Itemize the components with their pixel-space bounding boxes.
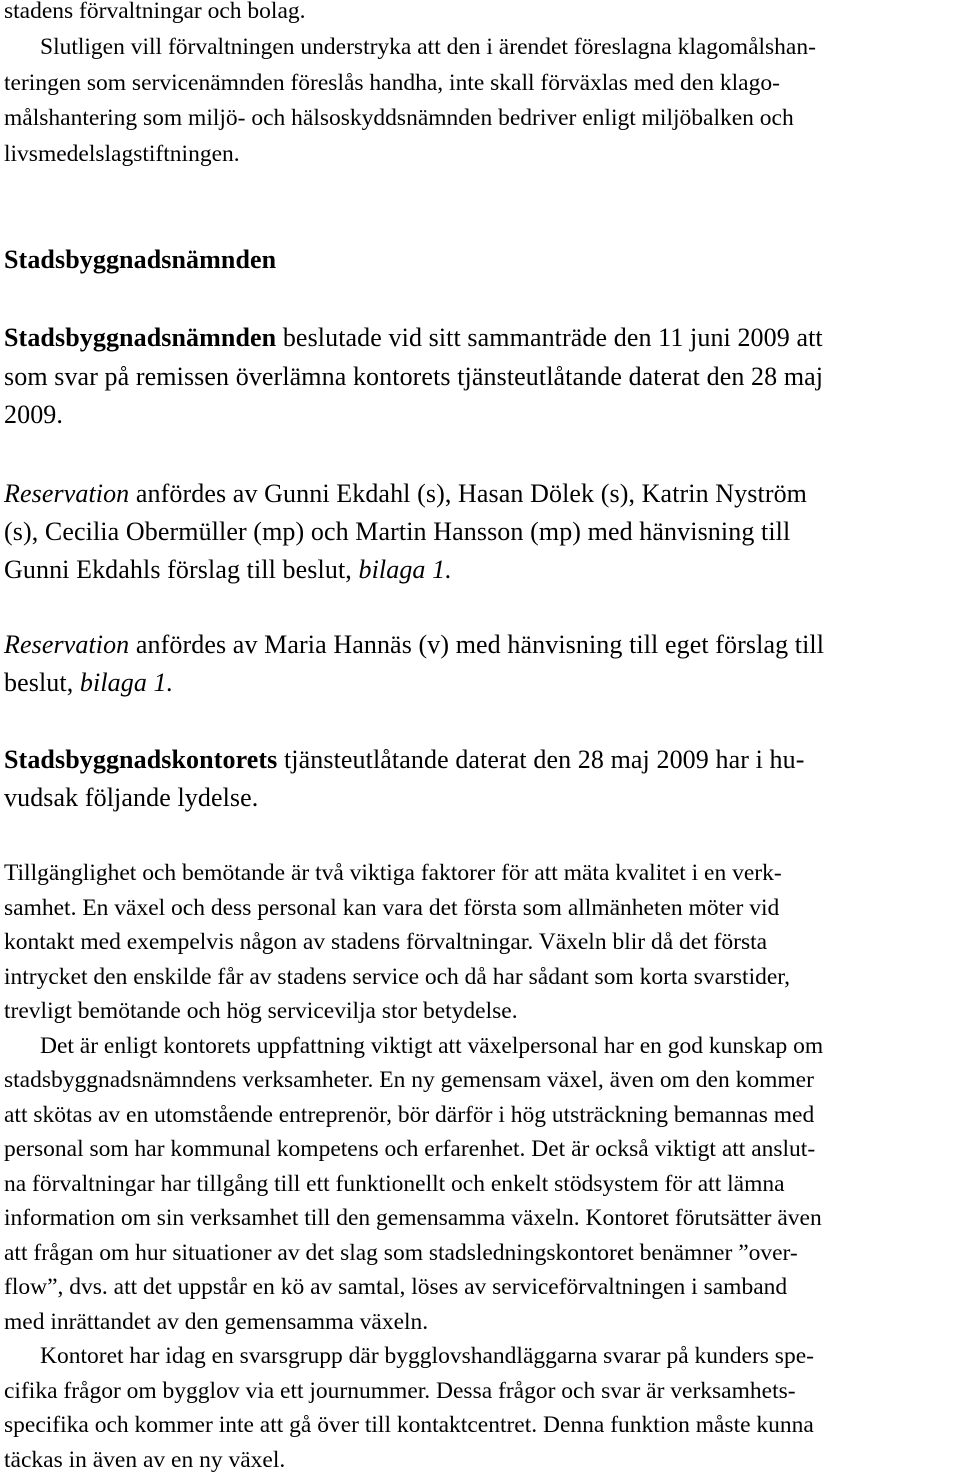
quoted-line-14: med inrättandet av den gemensamma växeln. (4, 1309, 429, 1335)
intro-line-5: livsmedelslagstiftningen. (4, 141, 240, 167)
office-statement-line-1-text: tjänsteutlåtande daterat den 28 maj 2009 har i hu- (277, 745, 805, 774)
quoted-line-16: cifika frågor om bygglov via ett journummer. Dessa frågor och svar är verksamhets- (4, 1378, 796, 1404)
reservation-1-line-1-text: anfördes av Gunni Ekdahl (s), Hasan Dölek (s), Katrin Nyström (129, 479, 808, 508)
quoted-line-13: flow”, dvs. att det uppstår en kö av samtal, löses av serviceförvaltningen i samband (4, 1274, 788, 1300)
section-heading: Stadsbyggnadsnämnden (4, 245, 277, 274)
quoted-line-8: att skötas av en utomstående entreprenör, bör därför i hög utsträckning bemannas med (4, 1102, 815, 1128)
decision-line-3: 2009. (4, 400, 63, 429)
office-statement-line-2: vudsak följande lydelse. (4, 783, 259, 812)
quoted-line-4: intrycket den enskilde får av stadens service och då har sådant som korta svarstider, (4, 964, 791, 990)
reservation-2-line-1 (4, 627, 824, 663)
reservation-1-line-3 (4, 552, 452, 588)
reservation-1-line-3-text: Gunni Ekdahls förslag till beslut, (4, 555, 359, 584)
intro-line-3: teringen som servicenämnden föreslås handha, inte skall förväxlas med den klago- (4, 70, 780, 96)
decision-line-2: som svar på remissen överlämna kontorets tjänsteutlåtande daterat den 28 maj (4, 362, 824, 391)
reservation-1-line-2: (s), Cecilia Obermüller (mp) och Martin Hansson (mp) med hänvisning till (4, 517, 791, 546)
intro-line-2: Slutligen vill förvaltningen understryka att den i ärendet föreslagna klagomålshan- (40, 34, 816, 60)
quoted-line-18: täckas in även av en ny växel. (4, 1447, 286, 1473)
decision-bold-lead: Stadsbyggnadsnämnden (4, 323, 277, 352)
reservation-2-line-2-text: beslut, (4, 668, 80, 697)
quoted-line-12: att frågan om hur situationer av det slag som stadsledningskontoret benämner ”over- (4, 1240, 798, 1266)
decision-line-1-text: beslutade vid sitt sammanträde den 11 juni 2009 att (276, 323, 823, 352)
intro-line-1: stadens förvaltningar och bolag. (4, 0, 306, 24)
quoted-line-1: Tillgänglighet och bemötande är två viktiga faktorer för att mäta kvalitet i en verk- (4, 860, 782, 886)
reservation-2-attachment: bilaga 1. (79, 668, 174, 697)
office-statement-line-1 (4, 742, 804, 778)
decision-line-1 (4, 320, 823, 356)
reservation-2-line-1-text: anfördes av Maria Hannäs (v) med hänvisning till eget förslag till (129, 630, 825, 659)
quoted-line-11: information om sin verksamhet till den gemensamma växeln. Kontoret förutsätter även (4, 1205, 822, 1231)
quoted-line-10: na förvaltningar har tillgång till ett funktionellt och enkelt stödsystem för att lämna (4, 1171, 785, 1197)
quoted-line-3: kontakt med exempelvis någon av stadens förvaltningar. Växeln blir då det första (4, 929, 768, 955)
intro-line-4: målshantering som miljö- och hälsoskyddsnämnden bedriver enligt miljöbalken och (4, 105, 794, 131)
reservation-2-lead: Reservation (4, 630, 130, 659)
quoted-line-2: samhet. En växel och dess personal kan vara det första som allmänheten möter vid (4, 895, 780, 921)
quoted-line-17: specifika och kommer inte att gå över till kontaktcentret. Denna funktion måste kunna (4, 1412, 814, 1438)
quoted-line-15: Kontoret har idag en svarsgrupp där bygglovshandläggarna svarar på kunders spe- (40, 1343, 814, 1369)
quoted-line-6: Det är enligt kontorets uppfattning viktigt att växelpersonal har en god kunskap om (40, 1033, 824, 1059)
reservation-1-lead: Reservation (4, 479, 130, 508)
quoted-line-7: stadsbyggnadsnämndens verksamheter. En ny gemensam växel, även om den kommer (4, 1067, 814, 1093)
quoted-line-5: trevligt bemötande och hög servicevilja stor betydelse. (4, 998, 518, 1024)
reservation-1-line-1 (4, 476, 807, 512)
quoted-line-9: personal som har kommunal kompetens och erfarenhet. Det är också viktigt att anslut- (4, 1136, 816, 1162)
reservation-2-line-2 (4, 665, 173, 701)
office-statement-bold-lead: Stadsbyggnadskontorets (4, 745, 278, 774)
reservation-1-attachment: bilaga 1. (358, 555, 452, 584)
